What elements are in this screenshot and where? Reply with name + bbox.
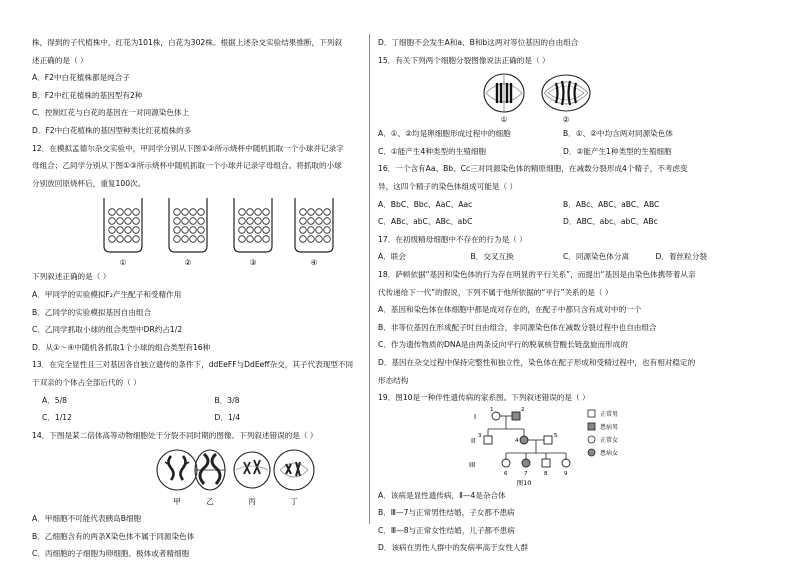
beaker-4 bbox=[295, 198, 333, 267]
q11-option-d: D．F2中白花植株的基因型种类比红花植株的多 bbox=[32, 125, 192, 135]
legend-affected-female: 患病女 bbox=[600, 449, 619, 457]
pedigree-number-5: 5 bbox=[554, 432, 558, 439]
pedigree-legend bbox=[588, 410, 618, 457]
q17-options bbox=[378, 248, 748, 266]
pedigree-number-2: 2 bbox=[521, 406, 525, 413]
q14-option-d: D．丁细胞不会发生A和a、B和b这两对等位基因的自由组合 bbox=[378, 38, 579, 47]
q13-options-row-2 bbox=[32, 409, 387, 427]
cell-bing bbox=[234, 452, 270, 506]
q11-option-b: B．F2中红花植株的基因型有2种 bbox=[32, 90, 143, 100]
q18-option-d-continued: 形态结构 bbox=[378, 375, 409, 385]
q15-stem: 15．有关下列两个细胞分裂图像说法正确的是（ ） bbox=[378, 55, 550, 65]
q16-option-b: B．ABc、ABC、aBC、ABC bbox=[563, 199, 660, 209]
pedigree-individual-4 bbox=[520, 436, 528, 444]
q13-option-a: A．5/8 bbox=[42, 395, 68, 405]
q13-line-2: 于双亲的个体占全部后代的（ ） bbox=[32, 377, 141, 387]
pedigree-number-7: 7 bbox=[524, 470, 528, 477]
q15-option-c: C．①能产生4种类型的生殖细胞 bbox=[378, 146, 487, 156]
q12-line-1: 12．在模拟孟德尔杂交实验中，甲同学分别从下图①②所示烧杯中随机抓取一个小球并记录字 bbox=[32, 143, 344, 153]
q16-options-row-1 bbox=[378, 196, 748, 214]
pedigree-caption: 图10 bbox=[516, 478, 532, 487]
column-divider bbox=[369, 34, 370, 524]
pedigree-individual-2 bbox=[512, 412, 520, 420]
beaker-1 bbox=[104, 198, 142, 267]
q17-option-a: A．联会 bbox=[378, 252, 406, 262]
beaker-3 bbox=[234, 198, 272, 267]
meiosis-illustration bbox=[378, 69, 748, 125]
legend-normal-female-icon bbox=[588, 436, 595, 443]
pedigree-individual-6 bbox=[502, 459, 510, 467]
legend-affected-female-icon bbox=[588, 449, 595, 456]
generation-label-3: III bbox=[469, 460, 476, 469]
q14-line-1: 14．下图是某二倍体高等动物细胞处于分裂不同时期的图像。下列叙述错误的是（ ） bbox=[32, 430, 318, 440]
q12-option-d: D．从①～④中随机各抓取1个小球的组合类型有16种 bbox=[32, 342, 211, 352]
q15-options-row-2 bbox=[378, 143, 748, 161]
q18-line-2: 代传递给下一代”的假说，下列不属于他所依据的“平行”关系的是（ ） bbox=[378, 287, 613, 297]
q18-line-1: 18．萨顿依据“基因和染色体的行为存在明显的平行关系”，而提出“基因是由染色体携带着从亲 bbox=[378, 269, 696, 279]
legend-affected-male: 患病男 bbox=[600, 423, 619, 431]
q15-option-d: D．②能产生1种类型的生殖细胞 bbox=[563, 146, 672, 156]
cell-label-bing: 丙 bbox=[248, 497, 256, 507]
cell-division-illustration bbox=[32, 444, 387, 510]
pedigree-chart bbox=[378, 407, 748, 487]
legend-affected-male-icon bbox=[588, 423, 595, 430]
q13-line-1: 13．在完全显性且三对基因各自独立遗传的条件下，ddEeFF与DdEeff杂交，其子代表现型不同 bbox=[32, 360, 354, 370]
q12-option-a: A．甲同学的实验模拟F₂产生配子和受精作用 bbox=[32, 289, 182, 299]
meiosis-figure bbox=[378, 69, 748, 125]
q13-options-row-1 bbox=[32, 392, 387, 410]
q15-option-a: A．①、②均是卵细胞形成过程中的细胞 bbox=[378, 129, 511, 139]
legend-normal-male-icon bbox=[588, 410, 595, 417]
spindle-cell-2 bbox=[542, 75, 590, 124]
q16-option-c: C．ABc、abC、ABc、abC bbox=[378, 217, 473, 227]
beaker-2 bbox=[169, 198, 207, 267]
legend-normal-female: 正常女 bbox=[600, 436, 619, 444]
cell-label-ding: 丁 bbox=[290, 497, 298, 507]
q14-option-b: B．乙细胞含有的两条X染色体不属于同源染色体 bbox=[32, 531, 195, 541]
spindle-cell-1 bbox=[484, 74, 524, 124]
q12-line-3: 分别放回原烧杯后，重复100次。 bbox=[32, 178, 146, 188]
q17-option-c: C．同源染色体分离 bbox=[563, 252, 630, 262]
q19-stem: 19．图10是一种伴性遗传病的家系图。下列叙述错误的是（ ） bbox=[378, 393, 590, 403]
q16-options-row-2 bbox=[378, 213, 748, 231]
q16-option-a: A．BbC、Bbc、AaC、Aac bbox=[378, 199, 473, 209]
pedigree-individual-3 bbox=[484, 436, 492, 444]
left-column bbox=[32, 34, 387, 563]
q15-options-row-1 bbox=[378, 125, 748, 143]
q16-line-1: 16．一个含有Aa、Bb、Cc三对同源染色体的精原细胞，在减数分裂形成4个精子，不考虑变 bbox=[378, 164, 688, 174]
q18-option-b: B．非等位基因在形成配子时自由组合，非同源染色体在减数分裂过程中也自由组合 bbox=[378, 322, 657, 332]
pedigree-individual-1 bbox=[492, 412, 500, 420]
pedigree-number-4: 4 bbox=[515, 437, 519, 444]
q13-option-c: C．1/12 bbox=[42, 413, 72, 423]
q16-option-d: D．ABC、abc、abC、ABc bbox=[563, 217, 658, 227]
q11-stem: 述正确的是（ ） bbox=[32, 55, 88, 65]
q11-option-a: A．F2中白花植株都是纯合子 bbox=[32, 73, 130, 83]
pedigree-figure bbox=[378, 407, 748, 487]
beaker-label-2: ② bbox=[184, 258, 192, 268]
q19-option-c: C．Ⅲ—8与正常女性结婚，儿子都不患病 bbox=[378, 525, 515, 535]
legend-normal-male: 正常男 bbox=[600, 410, 619, 418]
spindle-label-2: ② bbox=[562, 115, 570, 125]
q12-option-b: B．乙同学的实验模拟基因自由组合 bbox=[32, 307, 152, 317]
q12-stem: 下列叙述正确的是（ ） bbox=[32, 272, 111, 282]
q13-option-b: B．3/8 bbox=[214, 395, 240, 405]
q14-option-c: C．丙细胞的子细胞为卵细胞、极体或者精细胞 bbox=[32, 549, 190, 559]
pedigree-number-9: 9 bbox=[564, 470, 568, 477]
pedigree-individual-9 bbox=[562, 459, 570, 467]
q17-stem: 17．在初级精母细胞中不存在的行为是（ ） bbox=[378, 234, 527, 244]
pedigree-number-1: 1 bbox=[490, 406, 494, 413]
beaker-label-4: ④ bbox=[310, 258, 318, 268]
generation-label-2: II bbox=[471, 436, 476, 445]
cell-division-figure bbox=[32, 444, 387, 510]
q19-option-a: A．该病是显性遗传病，Ⅱ—4是杂合体 bbox=[378, 490, 506, 500]
q19-option-b: B．Ⅲ—7与正常男性结婚，子女都不患病 bbox=[378, 508, 515, 518]
cell-yi bbox=[195, 450, 225, 506]
right-column bbox=[378, 34, 748, 557]
q12-line-2: 母组合；乙同学分别从下图①③所示烧杯中随机抓取一个小球并记录字母组合。将抓取的小球 bbox=[32, 161, 342, 171]
q13-option-d: D．1/4 bbox=[214, 413, 241, 423]
q15-option-b: B．①、②中均含两对同源染色体 bbox=[563, 129, 673, 139]
beaker-label-1: ① bbox=[119, 258, 127, 268]
q18-option-a: A．基因和染色体在体细胞中都是成对存在的，在配子中都只含有成对中的一个 bbox=[378, 305, 642, 315]
beakers-illustration bbox=[32, 192, 387, 268]
pedigree-number-6: 6 bbox=[504, 470, 508, 477]
pedigree-individual-5 bbox=[544, 436, 552, 444]
cell-label-yi: 乙 bbox=[206, 497, 214, 507]
beaker-figure bbox=[32, 192, 387, 268]
generation-label-1: I bbox=[474, 412, 477, 421]
pedigree-number-3: 3 bbox=[478, 432, 482, 439]
q18-option-c: C．作为遗传物质的DNA是由两条反向平行的脱氧核苷酸长链盘旋而形成的 bbox=[378, 340, 628, 350]
q11-continuation: 株，得到的子代植株中，红花为101株，白花为302株。根据上述杂交实验结果推断，下列叙 bbox=[32, 38, 342, 47]
q19-option-d: D．该病在男性人群中的发病率高于女性人群 bbox=[378, 543, 529, 553]
beaker-label-3: ③ bbox=[249, 258, 257, 268]
q18-option-d: D．基因在杂交过程中保持完整性和独立性，染色体在配子形成和受精过程中，也有相对稳定的 bbox=[378, 357, 696, 367]
cell-jia bbox=[157, 450, 197, 506]
cell-ding bbox=[274, 450, 314, 506]
spindle-label-1: ① bbox=[500, 115, 508, 125]
pedigree-individual-7 bbox=[522, 459, 530, 467]
pedigree-individual-8 bbox=[542, 459, 550, 467]
q12-option-c: C．乙同学抓取小球的组合类型中DR约占1/2 bbox=[32, 325, 183, 335]
q17-option-d: D．着丝粒分裂 bbox=[655, 252, 707, 262]
q11-option-c: C．控制红花与白花的基因在一对同源染色体上 bbox=[32, 108, 190, 118]
cell-label-jia: 甲 bbox=[173, 497, 181, 507]
q14-option-a: A．甲细胞不可能代表胰岛B细胞 bbox=[32, 514, 142, 524]
q16-line-2: 异，这四个精子的染色体组成可能是（ ） bbox=[378, 181, 518, 191]
pedigree-number-8: 8 bbox=[544, 470, 548, 477]
q17-option-b: B．交叉互换 bbox=[470, 252, 514, 262]
